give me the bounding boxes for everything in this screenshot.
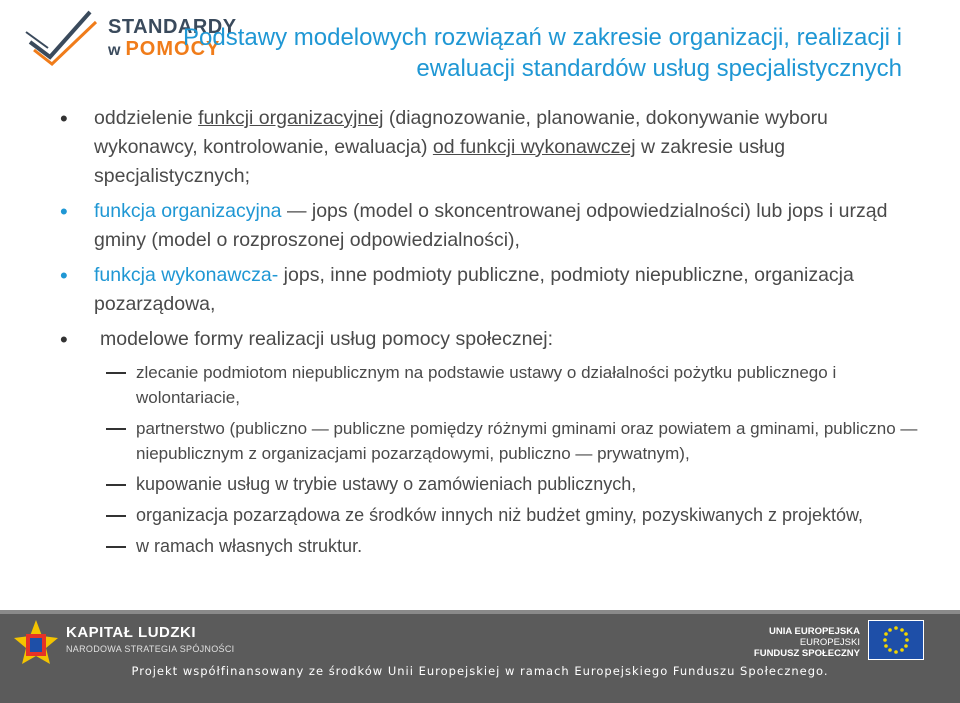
- eu-line3: FUNDUSZ SPOŁECZNY: [753, 648, 860, 659]
- list-item: [60, 197, 920, 255]
- logo-pomocy: POMOCY: [125, 38, 221, 60]
- eu-line1: UNIA EUROPEJSKA: [769, 626, 860, 637]
- item-text-underlined: funkcji organizacyjnej: [198, 107, 384, 129]
- kapital-ludzki-star-icon: [12, 616, 60, 668]
- sub-item-text: organizacja pozarządowa ze środków innych niż budżet gminy, pozyskiwanych z projektów,: [136, 505, 864, 525]
- sub-item-text: zlecanie podmiotom niepublicznym na podstawie ustawy o działalności pożytku publicznego i wolontariacie,: [136, 363, 837, 407]
- sub-item-text: kupowanie usług w trybie ustawy o zamówieniach publicznych,: [136, 474, 637, 494]
- item-accent: funkcja organizacyjna: [94, 200, 282, 222]
- sub-item-text: partnerstwo (publiczno — publiczne pomiędzy różnymi gminami oraz powiatem a gminami, publiczno — niepublicznym z organizacjami pozarządowymi, publiczno — prywatnym),: [136, 419, 918, 463]
- sub-item: [60, 472, 920, 497]
- item-text: modelowe formy realizacji usług pomocy społecznej:: [100, 328, 554, 350]
- main-content: [60, 104, 920, 565]
- kapital-ludzki-subtitle: NARODOWA STRATEGIA SPÓJNOŚCI: [66, 644, 235, 654]
- sub-item-text: w ramach własnych struktur.: [136, 536, 363, 556]
- footer-stripe: [0, 610, 960, 614]
- item-rest: jops, inne podmioty publiczne, podmioty niepubliczne, organizacja pozarządowa,: [94, 264, 854, 315]
- logo-line1: STANDARDY: [108, 16, 237, 38]
- dash-icon: [106, 428, 126, 430]
- bullet-icon: •: [60, 327, 68, 352]
- bullet-icon: •: [60, 263, 68, 288]
- dash-icon: [106, 484, 126, 486]
- dash-icon: [106, 515, 126, 517]
- sub-item: [60, 360, 920, 410]
- item-accent: funkcja wykonawcza-: [94, 264, 279, 286]
- logo-w: w: [108, 42, 122, 59]
- item-rest: — jops (model o skoncentrowanej odpowiedzialności) lub jops i urząd gminy (model o rozproszonej odpowiedzialności),: [94, 200, 888, 251]
- page-title: Podstawy modelowych rozwiązań w zakresie organizacji, realizacji i ewaluacji standardów usług specjalistycznych: [183, 24, 902, 82]
- list-item: [60, 325, 920, 354]
- list-item: [60, 104, 920, 191]
- dash-icon: [106, 546, 126, 548]
- eu-stars-icon: [869, 621, 923, 659]
- item-text-3: w zakresie usług specjalistycznych;: [94, 136, 786, 187]
- item-text-1: oddzielenie: [94, 107, 199, 129]
- bullet-icon: •: [60, 106, 68, 131]
- sub-item: [60, 416, 920, 466]
- eu-fund-text: [754, 626, 860, 659]
- sub-item: [60, 534, 920, 559]
- sub-item: [60, 503, 920, 528]
- item-text-underlined: od funkcji wykonawczej: [432, 136, 636, 158]
- dash-icon: [106, 372, 126, 374]
- item-text-2: (diagnozowanie, planowanie, dokonywanie wyboru wykonawcy, kontrolowanie, ewaluacja): [94, 107, 828, 158]
- eu-flag-icon: [868, 620, 924, 660]
- eu-line2: EUROPEJSKI: [799, 637, 860, 648]
- footer-note: Projekt współfinansowany ze środków Unii Europejskiej w ramach Europejskiego Funduszu Społecznego.: [131, 664, 829, 678]
- list-item: [60, 261, 920, 319]
- bullet-icon: •: [60, 199, 68, 224]
- kapital-ludzki-label: KAPITAŁ LUDZKI: [66, 624, 197, 641]
